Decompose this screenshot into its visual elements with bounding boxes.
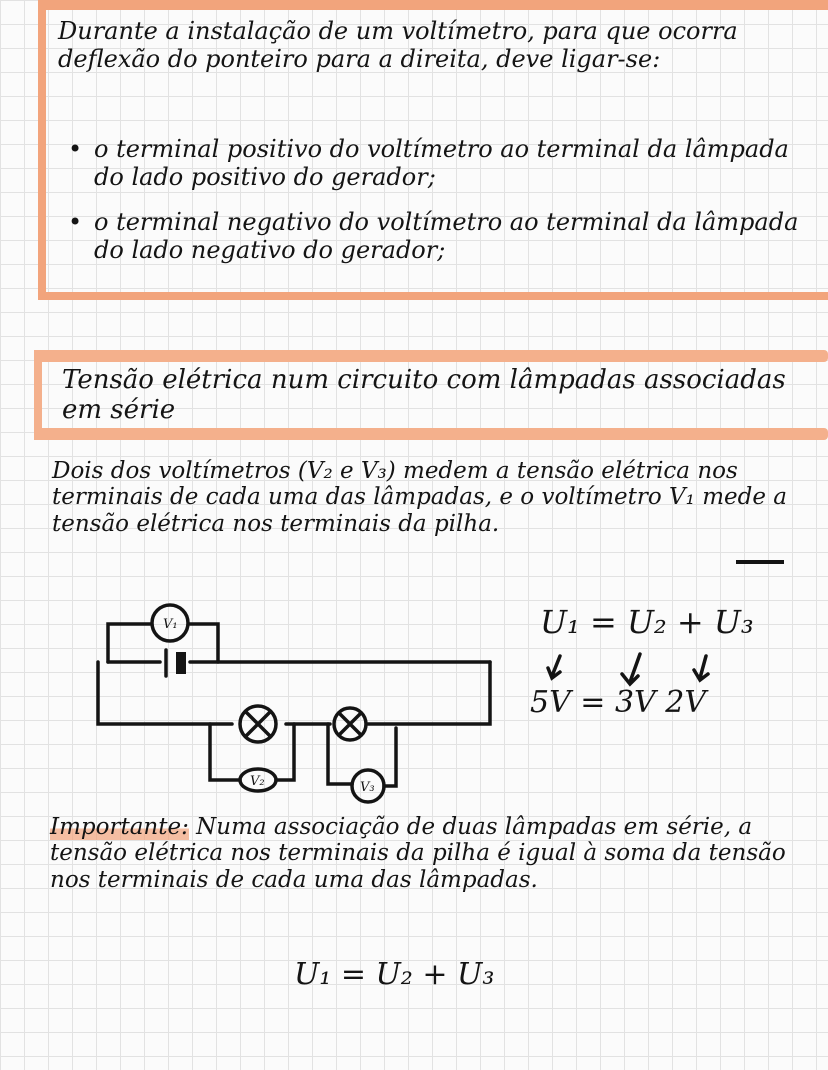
important-label: Importante: — [50, 814, 189, 840]
v1-wire-left — [108, 624, 150, 662]
voltmeter-v3-label: V₃ — [360, 780, 375, 795]
circuit-wire-right — [368, 662, 490, 724]
bullet-item-positive: • o terminal positivo do voltímetro ao terminal da lâmpada do lado positivo do gerador; — [66, 136, 822, 191]
summary-equation: U₁ = U₂ + U₃ — [294, 957, 495, 992]
lamp2-cross — [339, 713, 361, 735]
voltmeter-v1-label: V₁ — [163, 617, 178, 632]
arrow-u2 — [622, 654, 640, 684]
voltmeter-v2-label: V₂ — [250, 774, 265, 789]
lamp1-cross — [246, 712, 270, 736]
arrow-u1 — [548, 656, 560, 678]
section-title: Tensão elétrica num circuito com lâmpadas associadas em série — [62, 365, 786, 425]
battery-plate-short — [176, 652, 186, 674]
voltage-equation: U₁ = U₂ + U₃ — [540, 603, 754, 641]
explanation-paragraph: Dois dos voltímetros (V₂ e V₃) medem a tensão elétrica nos terminais de cada uma das lâmpadas, e o voltímetro V₁ mede a tensão elétrica nos terminais da pilha. — [52, 458, 787, 537]
intro-text: Durante a instalação de um voltímetro, para que ocorra deflexão do ponteiro para a direita, deve ligar-se: — [58, 17, 738, 73]
arrow-u3 — [694, 656, 708, 680]
v1-wire-right — [190, 624, 218, 662]
voltage-values: 5V = 3V 2V — [530, 685, 707, 720]
v3-wire-right — [384, 728, 396, 786]
v2-wire-left — [210, 724, 240, 780]
important-text: Numa associação de duas lâmpadas em série, a tensão elétrica nos terminais da pilha é igual à soma da tensão nos terminais de cada uma das lâmpadas. — [50, 814, 786, 893]
important-note — [50, 814, 820, 893]
v2-wire-right — [276, 724, 294, 780]
bullet-item-negative: • o terminal negativo do voltímetro ao terminal da lâmpada do lado negativo do gerador; — [66, 209, 822, 264]
